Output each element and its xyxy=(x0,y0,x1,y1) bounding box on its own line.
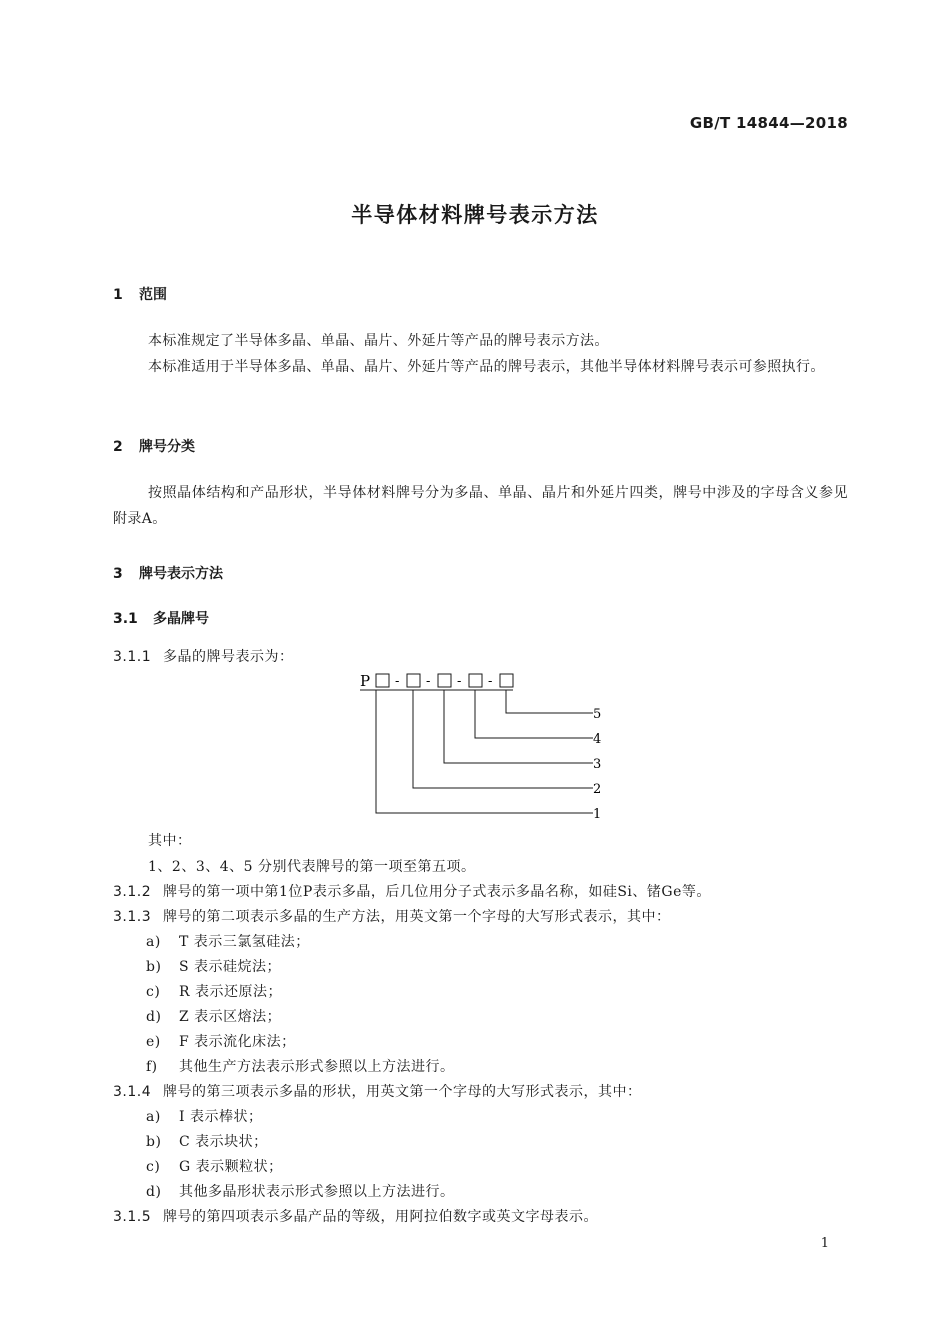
clause-3-1-3 xyxy=(113,906,671,926)
separator: - xyxy=(395,674,400,689)
section-title: 牌号分类 xyxy=(139,439,195,455)
callout-label-5: 5 xyxy=(593,707,602,722)
list-item xyxy=(146,981,282,1001)
section-number: 3 xyxy=(113,566,123,582)
section-number: 2 xyxy=(113,439,123,455)
item-2-box xyxy=(407,674,420,687)
clause-text: 牌号的第一项中第1位P表示多晶，后几位用分子式表示多晶名称，如硅Si、锗Ge等。 xyxy=(163,884,711,900)
list-item xyxy=(146,1106,262,1126)
list-item xyxy=(146,956,281,976)
list-marker: d) xyxy=(146,1009,162,1025)
list-text: Z 表示区熔法； xyxy=(179,1009,282,1025)
list-text: I 表示棒状； xyxy=(179,1109,263,1125)
paragraph: 本标准适用于半导体多晶、单晶、晶片、外延片等产品的牌号表示，其他半导体材料牌号表示可参照执行。 xyxy=(148,359,825,375)
page-number: 1 xyxy=(820,1236,829,1251)
list-marker: a) xyxy=(146,1109,161,1125)
clause-text: 多晶的牌号表示为： xyxy=(163,649,294,665)
list-item xyxy=(146,1031,296,1051)
list-text: C 表示块状； xyxy=(179,1134,268,1150)
separator: - xyxy=(457,674,462,689)
list-marker: a) xyxy=(146,934,161,950)
list-item xyxy=(146,1156,283,1176)
list-item xyxy=(146,1006,281,1026)
list-text: 其他生产方法表示形式参照以上方法进行。 xyxy=(179,1059,455,1075)
note-text: 1、2、3、4、5 分别代表牌号的第一项至第五项。 xyxy=(148,859,476,875)
list-text: G 表示颗粒状； xyxy=(179,1159,283,1175)
clause-text: 牌号的第四项表示多晶产品的等级，用阿拉伯数字或英文字母表示。 xyxy=(163,1209,598,1225)
leader-line-2 xyxy=(413,690,593,788)
leader-line-1 xyxy=(376,690,593,813)
list-item xyxy=(146,1056,455,1076)
list-marker: d) xyxy=(146,1184,162,1200)
section-3-heading xyxy=(113,563,223,583)
callout-label-3: 3 xyxy=(593,757,602,772)
section-title: 多晶牌号 xyxy=(153,611,209,627)
list-marker: c) xyxy=(146,1159,161,1175)
section-title: 范围 xyxy=(139,287,167,303)
callout-label-2: 2 xyxy=(593,782,602,797)
paragraph: 本标准规定了半导体多晶、单晶、晶片、外延片等产品的牌号表示方法。 xyxy=(148,333,609,349)
clause-3-1-2 xyxy=(113,881,711,901)
list-text: T 表示三氯氢硅法； xyxy=(179,934,310,950)
list-item xyxy=(146,931,310,951)
prefix-letter: P xyxy=(360,672,371,690)
clause-number: 3.1.4 xyxy=(113,1084,152,1100)
leader-line-4 xyxy=(475,690,593,738)
item-5-box xyxy=(500,674,513,687)
list-marker: b) xyxy=(146,1134,162,1150)
list-text: R 表示还原法； xyxy=(179,984,282,1000)
clause-number: 3.1.1 xyxy=(113,649,152,665)
clause-text: 牌号的第二项表示多晶的生产方法，用英文第一个字母的大写形式表示，其中： xyxy=(163,909,671,925)
clause-number: 3.1.3 xyxy=(113,909,152,925)
section-2-heading xyxy=(113,436,195,456)
item-4-box xyxy=(469,674,482,687)
list-text: 其他多晶形状表示形式参照以上方法进行。 xyxy=(179,1184,455,1200)
clause-3-1-4 xyxy=(113,1081,642,1101)
note-lead: 其中： xyxy=(148,833,192,849)
list-marker: f) xyxy=(146,1059,158,1075)
document-title: 半导体材料牌号表示方法 xyxy=(351,203,599,227)
list-marker: c) xyxy=(146,984,161,1000)
separator: - xyxy=(426,674,431,689)
list-marker: b) xyxy=(146,959,162,975)
leader-line-3 xyxy=(444,690,593,763)
designation-diagram xyxy=(350,665,610,825)
callout-label-4: 4 xyxy=(593,732,602,747)
subsection-3-1-heading xyxy=(113,608,209,628)
list-text: F 表示流化床法； xyxy=(179,1034,296,1050)
clause-3-1-1 xyxy=(113,646,294,666)
clause-3-1-5 xyxy=(113,1206,598,1226)
item-3-box xyxy=(438,674,451,687)
list-item xyxy=(146,1131,268,1151)
clause-number: 3.1.5 xyxy=(113,1209,152,1225)
list-item xyxy=(146,1181,455,1201)
item-1-box xyxy=(376,674,389,687)
paragraph: 按照晶体结构和产品形状，半导体材料牌号分为多晶、单晶、晶片和外延片四类，牌号中涉及的字母含义参见附录A。 xyxy=(113,485,848,527)
clause-text: 牌号的第三项表示多晶的形状，用英文第一个字母的大写形式表示，其中： xyxy=(163,1084,642,1100)
section-number: 1 xyxy=(113,287,123,303)
leader-line-5 xyxy=(506,690,593,713)
clause-number: 3.1.2 xyxy=(113,884,152,900)
section-number: 3.1 xyxy=(113,611,138,627)
section-1-heading xyxy=(113,284,167,304)
callout-label-1: 1 xyxy=(593,807,602,822)
list-text: S 表示硅烷法； xyxy=(179,959,282,975)
standard-number: GB/T 14844—2018 xyxy=(689,114,848,132)
section-title: 牌号表示方法 xyxy=(139,566,223,582)
list-marker: e) xyxy=(146,1034,161,1050)
separator: - xyxy=(488,674,493,689)
